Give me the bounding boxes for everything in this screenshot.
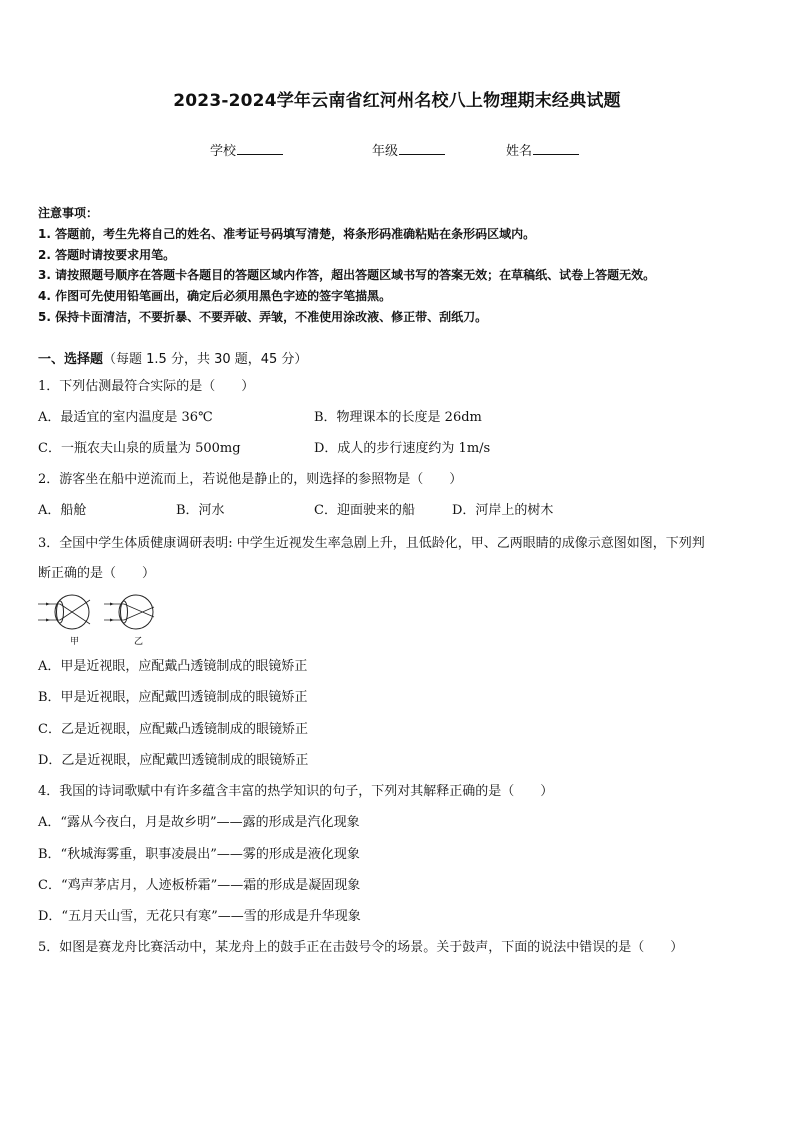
question-3-stem: 3．全国中学生体质健康调研表明: 中学生近视发生率急剧上升，且低龄化，甲、乙两眼睛的成像示意图如图，下列判 — [38, 536, 705, 551]
grade-field — [372, 140, 445, 159]
name-blank[interactable] — [533, 142, 579, 155]
question-1-stem: 1．下列估测最符合实际的是（ ） — [38, 379, 255, 394]
eye-right-drawing — [104, 595, 154, 629]
name-field — [506, 140, 579, 159]
q3-option-d[interactable]: D．乙是近视眼，应配戴凹透镜制成的眼镜矫正 — [38, 753, 309, 768]
grade-label: 年级 — [372, 144, 399, 159]
q4-option-b[interactable]: B．“秋城海雾重，职事凌晨出”——雾的形成是液化现象 — [38, 847, 360, 862]
notice-item: 4. 作图可先使用铅笔画出，确定后必须用黑色字迹的签字笔描黑。 — [38, 289, 392, 303]
page-title: 2023-2024学年云南省红河州名校八上物理期末经典试题 — [173, 91, 621, 111]
q1-option-a[interactable]: A．最适宜的室内温度是 36℃ — [38, 410, 213, 425]
section-heading — [38, 348, 307, 367]
notice-item: 1. 答题前，考生先将自己的姓名、准考证号码填写清楚，将条形码准确粘贴在条形码区域内。 — [38, 227, 536, 241]
notice-heading: 注意事项： — [38, 206, 99, 220]
question-4-stem: 4．我国的诗词歌赋中有许多蕴含丰富的热学知识的句子，下列对其解释正确的是（ ） — [38, 784, 554, 799]
q2-option-c[interactable]: C．迎面驶来的船 — [314, 503, 415, 518]
fig-label-right: 乙 — [134, 637, 144, 647]
question-5-stem: 5．如图是赛龙舟比赛活动中，某龙舟上的鼓手正在击鼓号令的场景。关于鼓声，下面的说法中错误的是（ ） — [38, 940, 684, 955]
q4-option-a[interactable]: A．“露从今夜白，月是故乡明”——露的形成是汽化现象 — [38, 815, 360, 830]
q2-option-a[interactable]: A．船舱 — [38, 503, 87, 518]
school-blank[interactable] — [237, 142, 283, 155]
notice-item: 5. 保持卡面清洁，不要折暴、不要弄破、弄皱，不准使用涂改液、修正带、刮纸刀。 — [38, 310, 488, 324]
q1-option-d[interactable]: D．成人的步行速度约为 1m/s — [314, 441, 491, 456]
notice-item: 3. 请按照题号顺序在答题卡各题目的答题区域内作答，超出答题区域书写的答案无效；在草稿纸、试卷上答题无效。 — [38, 268, 656, 282]
q1-option-c[interactable]: C．一瓶农夫山泉的质量为 500mg — [38, 441, 241, 456]
section-note: （每题 1.5 分，共 30 题，45 分） — [103, 352, 308, 367]
eye-left-drawing — [38, 595, 90, 629]
question-3-stem-cont: 断正确的是（ ） — [38, 566, 156, 581]
eye-diagram — [38, 590, 168, 652]
q2-option-d[interactable]: D．河岸上的树木 — [452, 503, 554, 518]
q4-option-d[interactable]: D．“五月天山雪，无花只有寒”——雪的形成是升华现象 — [38, 909, 361, 924]
name-label: 姓名 — [506, 144, 533, 159]
q4-option-c[interactable]: C．“鸡声茅店月，人迹板桥霜”——霜的形成是凝固现象 — [38, 878, 361, 893]
fig-label-left: 甲 — [70, 637, 80, 647]
grade-blank[interactable] — [399, 142, 445, 155]
school-label: 学校 — [210, 144, 237, 159]
q3-option-c[interactable]: C．乙是近视眼，应配戴凸透镜制成的眼镜矫正 — [38, 722, 308, 737]
school-field — [210, 140, 283, 159]
q1-option-b[interactable]: B．物理课本的长度是 26dm — [314, 410, 482, 425]
section-title: 一、选择题 — [38, 352, 104, 367]
notice-item: 2. 答题时请按要求用笔。 — [38, 248, 176, 262]
q3-option-a[interactable]: A．甲是近视眼，应配戴凸透镜制成的眼镜矫正 — [38, 659, 308, 674]
q2-option-b[interactable]: B．河水 — [176, 503, 225, 518]
q3-option-b[interactable]: B．甲是近视眼，应配戴凹透镜制成的眼镜矫正 — [38, 690, 308, 705]
question-2-stem: 2．游客坐在船中逆流而上，若说他是静止的，则选择的参照物是（ ） — [38, 472, 463, 487]
eye-diagram-svg — [38, 590, 168, 648]
